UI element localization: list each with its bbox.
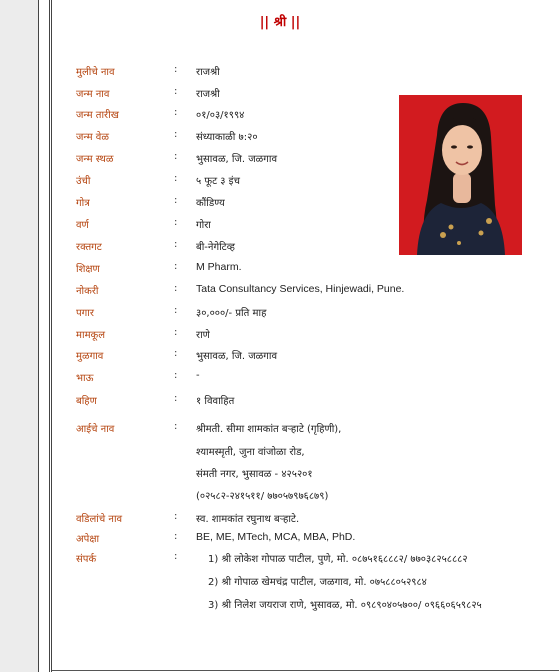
birth-time-label: जन्म वेळ <box>76 132 109 143</box>
complexion-colon: : <box>174 217 178 228</box>
native-place-value: भुसावळ, जि. जळगाव <box>196 351 278 362</box>
brother-label: भाऊ <box>76 373 94 384</box>
salary-value: ३०,०००/- प्रति माह <box>196 308 267 319</box>
blood-group-colon: : <box>174 239 178 250</box>
birth-name-colon: : <box>174 86 178 97</box>
sister-label: बहिण <box>76 396 97 407</box>
mother-label: आईचे नाव <box>76 424 115 435</box>
mother-address-line-2: संमती नगर, भुसावळ - ४२५२०१ <box>196 469 313 480</box>
page-bottom-border <box>52 670 559 671</box>
contact-line-3: 3) श्री निलेश जयराज राणे, भुसावळ, मो. ०९८९०४०५७००/ ०९६६०६५९८२५ <box>208 600 482 611</box>
contact-line-2: 2) श्री गोपाळ खेमचंद्र पाटील, जळगाव, मो. ०७५८८०५२९८४ <box>208 577 427 588</box>
job-label: नोकरी <box>76 286 99 297</box>
complexion-label: वर्ण <box>76 220 89 231</box>
bride-name-colon: : <box>174 64 178 75</box>
birth-place-colon: : <box>174 151 178 162</box>
birth-place-value: भुसावळ, जि. जळगाव <box>196 154 278 165</box>
mother-phone: (०२५८२-२४१५११/ ७७०५७९७६८७९) <box>196 491 329 502</box>
birth-date-value: ०१/०३/१९९४ <box>196 110 245 121</box>
height-label: उंची <box>76 176 91 187</box>
contact-line-1: 1) श्री लोकेश गोपाळ पाटील, पुणे, मो. ०८७५१६८८८२/ ७७०३८२५८८८२ <box>208 554 468 565</box>
salary-label: पगार <box>76 308 94 319</box>
birth-name-value: राजश्री <box>196 89 220 100</box>
complexion-value: गोरा <box>196 220 211 231</box>
birth-time-value: संध्याकाळी ७:२० <box>196 132 258 143</box>
height-colon: : <box>174 173 178 184</box>
gotra-colon: : <box>174 195 178 206</box>
expectation-value: BE, ME, MTech, MCA, MBA, PhD. <box>196 531 356 543</box>
mother-address-line-1: श्यामस्मृती, जुना वांजोळा रोड, <box>196 447 305 458</box>
expectation-label: अपेक्षा <box>76 534 100 545</box>
gotra-value: कौंडिण्य <box>196 198 225 209</box>
contact-label: संपर्क <box>76 554 97 565</box>
job-colon: : <box>174 283 178 294</box>
profile-photo <box>399 95 522 255</box>
education-value: M Pharm. <box>196 261 242 273</box>
expectation-colon: : <box>174 531 178 542</box>
blood-group-label: रक्तगट <box>76 242 102 253</box>
native-place-label: मुळगाव <box>76 351 104 362</box>
job-value: Tata Consultancy Services, Hinjewadi, Pune. <box>196 283 405 295</box>
contact-colon: : <box>174 551 178 562</box>
height-value: ५ फूट ३ इंच <box>196 176 240 187</box>
mother-value: श्रीमती. सीमा शामकांत बऱ्हाटे (गृहिणी), <box>196 424 342 435</box>
maternal-clan-colon: : <box>174 327 178 338</box>
birth-place-label: जन्म स्थळ <box>76 154 114 165</box>
father-colon: : <box>174 511 178 522</box>
maternal-clan-value: राणे <box>196 330 210 341</box>
father-label: वडिलांचे नाव <box>76 514 123 525</box>
education-label: शिक्षण <box>76 264 100 275</box>
mother-colon: : <box>174 421 178 432</box>
brother-colon: : <box>174 370 178 381</box>
blood-group-value: बी-नेगेटिव्ह <box>196 242 235 253</box>
father-value: स्व. शामकांत रघुनाथ बऱ्हाटे. <box>196 514 300 525</box>
native-place-colon: : <box>174 348 178 359</box>
birth-name-label: जन्म नाव <box>76 89 110 100</box>
birth-date-colon: : <box>174 107 178 118</box>
sister-value: १ विवाहित <box>196 396 235 407</box>
birth-time-colon: : <box>174 129 178 140</box>
page-title: || श्री || <box>259 15 301 30</box>
sister-colon: : <box>174 393 178 404</box>
birth-date-label: जन्म तारीख <box>76 110 119 121</box>
bride-name-label: मुलीचे नाव <box>76 67 115 78</box>
maternal-clan-label: मामकूल <box>76 330 106 341</box>
education-colon: : <box>174 261 178 272</box>
bride-name-value: राजश्री <box>196 67 220 78</box>
page-margin <box>0 0 38 672</box>
brother-value: - <box>196 370 200 381</box>
page-border <box>49 0 52 672</box>
salary-colon: : <box>174 305 178 316</box>
gotra-label: गोत्र <box>76 198 90 209</box>
